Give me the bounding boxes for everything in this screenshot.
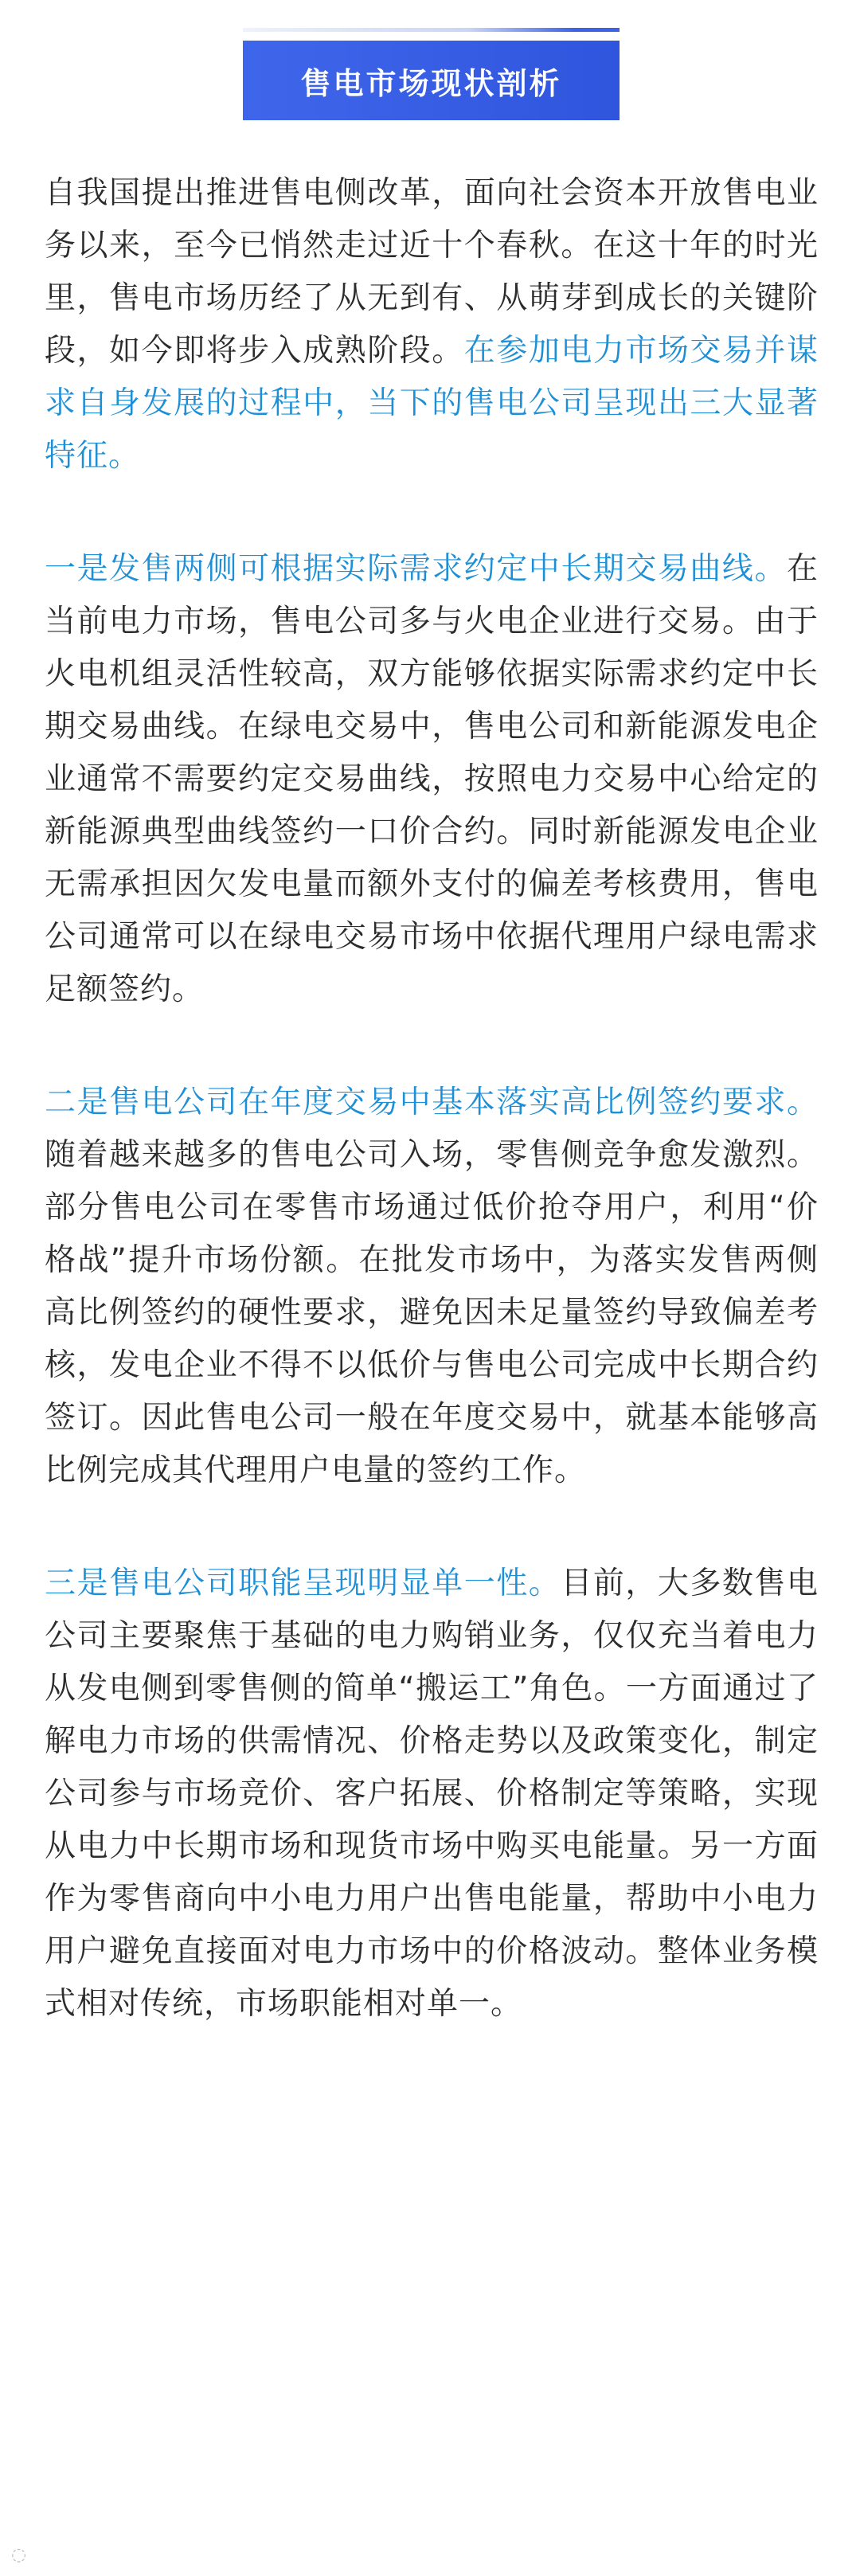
- intro-text: 自我国提出推进售电侧改革，面向社会资本开放售电业务以来，至今已悄然走过近十个春秋。在这十年的时光里，售电市场历经了从无到有、从萌芽到成长的关键阶段，如今即将步入成熟阶段。: [45, 175, 819, 369]
- title-decoration-line: [243, 28, 620, 32]
- feature-paragraph-3: [45, 1558, 819, 2031]
- feature-2-heading: 二是售电公司在年度交易中基本落实高比例签约要求。: [45, 1085, 819, 1120]
- feature-paragraph-1: [45, 543, 819, 1016]
- feature-paragraph-2: [45, 1077, 819, 1497]
- section-title: 售电市场现状剖析: [243, 41, 620, 120]
- feature-3-heading: 三是售电公司职能呈现明显单一性。: [45, 1566, 561, 1601]
- feature-2-text: 随着越来越多的售电公司入场，零售侧竞争愈发激烈。部分售电公司在零售市场通过低价抢夺用户，利用“价格战”提升市场份额。在批发市场中，为落实发售两侧高比例签约的硬性要求，避免因未足量签约导致偏差考核，发电企业不得不以低价与售电公司完成中长期合约签订。因此售电公司一般在年度交易中，就基本能够高比例完成其代理用户电量的签约工作。: [45, 1137, 819, 1488]
- watermark-logo: ◌: [11, 2545, 27, 2565]
- feature-1-text: 在当前电力市场，售电公司多与火电企业进行交易。由于火电机组灵活性较高，双方能够依据实际需求约定中长期交易曲线。在绿电交易中，售电公司和新能源发电企业通常不需要约定交易曲线，按照电力交易中心给定的新能源典型曲线签约一口价合约。同时新能源发电企业无需承担因欠发电量而额外支付的偏差考核费用，售电公司通常可以在绿电交易市场中依据代理用户绿电需求足额签约。: [45, 551, 819, 1007]
- feature-1-heading: 一是发售两侧可根据实际需求约定中长期交易曲线。: [45, 551, 787, 587]
- section-title-banner: [243, 28, 620, 120]
- feature-3-text: 目前，大多数售电公司主要聚焦于基础的电力购销业务，仅仅充当着电力从发电侧到零售侧的简单“搬运工”角色。一方面通过了解电力市场的供需情况、价格走势以及政策变化，制定公司参与市场竞价、客户拓展、价格制定等策略，实现从电力中长期市场和现货市场中购买电能量。另一方面作为零售商向中小电力用户出售电能量，帮助中小电力用户避免直接面对电力市场中的价格波动。整体业务模式相对传统，市场职能相对单一。: [45, 1566, 819, 2022]
- article-body: [45, 167, 819, 2091]
- intro-highlight: 在参加电力市场交易并谋求自身发展的过程中，当下的售电公司呈现出三大显著特征。: [45, 333, 819, 474]
- intro-paragraph: [45, 167, 819, 483]
